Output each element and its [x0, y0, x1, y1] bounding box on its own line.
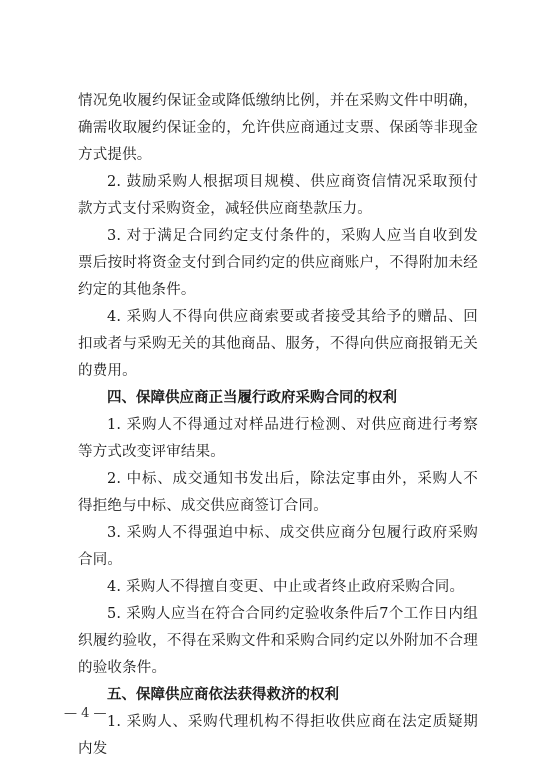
section-heading-4: 四、保障供应商正当履行政府采购合同的权利	[107, 390, 397, 406]
paragraph-section4-item-4: 4. 采购人不得擅自变更、中止或者终止政府采购合同。	[107, 579, 465, 595]
paragraph-item-2-prepayment: 2. 鼓励采购人根据项目规模、供应商资信情况采取预付款方式支付采购资金，减轻供应商垫款压力。	[78, 174, 478, 217]
document-body	[78, 88, 478, 763]
paragraph-section4-item-5: 5. 采购人应当在符合合同约定验收条件后7个工作日内组织履约验收，不得在采购文件和采购合同约定以外附加不合理的验收条件。	[78, 606, 478, 676]
section-heading-5: 五、保障供应商依法获得救济的权利	[107, 687, 339, 703]
paragraph-section4-item-3: 3. 采购人不得强迫中标、成交供应商分包履行政府采购合同。	[78, 525, 478, 568]
paragraph-item-4-no-gifts: 4. 采购人不得向供应商索要或者接受其给予的赠品、回扣或者与采购无关的其他商品、服务，不得向供应商报销无关的费用。	[78, 309, 478, 379]
paragraph-continuation: 情况免收履约保证金或降低缴纳比例，并在采购文件中明确，确需收取履约保证金的，允许供应商通过支票、保函等非现金方式提供。	[78, 93, 478, 163]
paragraph-item-3-payment-timing: 3. 对于满足合同约定支付条件的，采购人应当自收到发票后按时将资金支付到合同约定的供应商账户，不得附加未经约定的其他条件。	[78, 228, 478, 298]
paragraph-section4-item-1: 1. 采购人不得通过对样品进行检测、对供应商进行考察等方式改变评审结果。	[78, 417, 478, 460]
page-number: — 4 —	[64, 706, 107, 721]
paragraph-section5-item-1: 1. 采购人、采购代理机构不得拒收供应商在法定质疑期内发	[78, 714, 478, 757]
paragraph-section4-item-2: 2. 中标、成交通知书发出后，除法定事由外，采购人不得拒绝与中标、成交供应商签订合同。	[78, 471, 478, 514]
